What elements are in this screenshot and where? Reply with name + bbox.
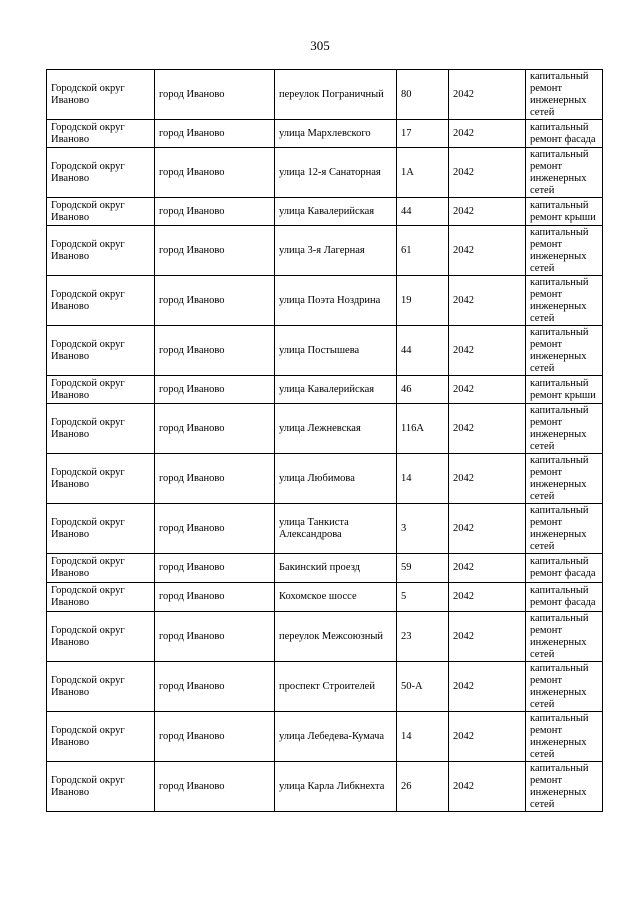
table-row (47, 554, 603, 583)
cell-work-type: капитальный ремонт инженерных сетей (526, 504, 603, 554)
cell-house-number: 26 (397, 762, 449, 812)
cell-work-type: капитальный ремонт фасада (526, 583, 603, 612)
cell-municipality: Городской округ Иваново (47, 583, 155, 612)
cell-municipality: Городской округ Иваново (47, 326, 155, 376)
cell-work-type: капитальный ремонт инженерных сетей (526, 762, 603, 812)
cell-year: 2042 (449, 226, 526, 276)
cell-year: 2042 (449, 662, 526, 712)
cell-settlement: город Иваново (155, 276, 275, 326)
cell-street: переулок Пограничный (275, 70, 397, 120)
cell-municipality: Городской округ Иваново (47, 662, 155, 712)
cell-street: улица Лежневская (275, 404, 397, 454)
cell-house-number: 44 (397, 326, 449, 376)
cell-work-type: капитальный ремонт инженерных сетей (526, 662, 603, 712)
table-row (47, 376, 603, 404)
table-row (47, 198, 603, 226)
cell-municipality: Городской округ Иваново (47, 226, 155, 276)
cell-year: 2042 (449, 612, 526, 662)
cell-work-type: капитальный ремонт инженерных сетей (526, 612, 603, 662)
cell-year: 2042 (449, 404, 526, 454)
table-row (47, 404, 603, 454)
cell-house-number: 23 (397, 612, 449, 662)
cell-house-number: 116А (397, 404, 449, 454)
cell-house-number: 61 (397, 226, 449, 276)
cell-work-type: капитальный ремонт фасада (526, 554, 603, 583)
cell-street: улица Любимова (275, 454, 397, 504)
registry-table (46, 69, 603, 812)
table-row (47, 762, 603, 812)
table-row (47, 583, 603, 612)
cell-work-type: капитальный ремонт крыши (526, 198, 603, 226)
cell-house-number: 46 (397, 376, 449, 404)
table-row (47, 712, 603, 762)
cell-work-type: капитальный ремонт инженерных сетей (526, 148, 603, 198)
table-body (47, 70, 603, 812)
cell-municipality: Городской округ Иваново (47, 454, 155, 504)
cell-street: улица Карла Либкнехта (275, 762, 397, 812)
table-row (47, 662, 603, 712)
cell-settlement: город Иваново (155, 120, 275, 148)
cell-settlement: город Иваново (155, 504, 275, 554)
cell-house-number: 14 (397, 712, 449, 762)
cell-settlement: город Иваново (155, 612, 275, 662)
cell-municipality: Городской округ Иваново (47, 376, 155, 404)
cell-year: 2042 (449, 120, 526, 148)
cell-street: улица Мархлевского (275, 120, 397, 148)
cell-year: 2042 (449, 70, 526, 120)
cell-year: 2042 (449, 326, 526, 376)
cell-house-number: 44 (397, 198, 449, 226)
cell-house-number: 59 (397, 554, 449, 583)
cell-year: 2042 (449, 148, 526, 198)
cell-work-type: капитальный ремонт инженерных сетей (526, 454, 603, 504)
cell-municipality: Городской округ Иваново (47, 148, 155, 198)
cell-year: 2042 (449, 454, 526, 504)
cell-year: 2042 (449, 762, 526, 812)
table-row (47, 276, 603, 326)
cell-house-number: 1А (397, 148, 449, 198)
cell-house-number: 14 (397, 454, 449, 504)
cell-street: улица Поэта Ноздрина (275, 276, 397, 326)
cell-municipality: Городской округ Иваново (47, 404, 155, 454)
cell-settlement: город Иваново (155, 712, 275, 762)
cell-settlement: город Иваново (155, 148, 275, 198)
cell-house-number: 19 (397, 276, 449, 326)
table-row (47, 326, 603, 376)
table-row (47, 612, 603, 662)
cell-work-type: капитальный ремонт инженерных сетей (526, 70, 603, 120)
cell-municipality: Городской округ Иваново (47, 120, 155, 148)
cell-street: улица Танкиста Александрова (275, 504, 397, 554)
cell-work-type: капитальный ремонт инженерных сетей (526, 276, 603, 326)
cell-work-type: капитальный ремонт крыши (526, 376, 603, 404)
cell-year: 2042 (449, 583, 526, 612)
cell-street: улица 3-я Лагерная (275, 226, 397, 276)
table-row (47, 454, 603, 504)
cell-work-type: капитальный ремонт инженерных сетей (526, 404, 603, 454)
cell-house-number: 3 (397, 504, 449, 554)
cell-street: улица 12-я Санаторная (275, 148, 397, 198)
cell-municipality: Городской округ Иваново (47, 554, 155, 583)
cell-year: 2042 (449, 198, 526, 226)
cell-settlement: город Иваново (155, 762, 275, 812)
cell-house-number: 5 (397, 583, 449, 612)
cell-settlement: город Иваново (155, 70, 275, 120)
cell-street: улица Кавалерийская (275, 376, 397, 404)
page-number: 305 (310, 38, 330, 53)
cell-street: улица Лебедева-Кумача (275, 712, 397, 762)
table-row (47, 226, 603, 276)
cell-settlement: город Иваново (155, 583, 275, 612)
cell-street: проспект Строителей (275, 662, 397, 712)
cell-settlement: город Иваново (155, 662, 275, 712)
cell-municipality: Городской округ Иваново (47, 198, 155, 226)
cell-settlement: город Иваново (155, 376, 275, 404)
table-row (47, 70, 603, 120)
cell-settlement: город Иваново (155, 198, 275, 226)
cell-street: Кохомское шоссе (275, 583, 397, 612)
table-row (47, 504, 603, 554)
cell-street: улица Постышева (275, 326, 397, 376)
cell-municipality: Городской округ Иваново (47, 70, 155, 120)
cell-work-type: капитальный ремонт инженерных сетей (526, 226, 603, 276)
table-row (47, 120, 603, 148)
cell-municipality: Городской округ Иваново (47, 612, 155, 662)
cell-settlement: город Иваново (155, 404, 275, 454)
cell-year: 2042 (449, 376, 526, 404)
cell-work-type: капитальный ремонт инженерных сетей (526, 326, 603, 376)
cell-settlement: город Иваново (155, 454, 275, 504)
table-row (47, 148, 603, 198)
cell-year: 2042 (449, 504, 526, 554)
cell-street: улица Кавалерийская (275, 198, 397, 226)
cell-house-number: 17 (397, 120, 449, 148)
cell-street: переулок Межсоюзный (275, 612, 397, 662)
cell-work-type: капитальный ремонт инженерных сетей (526, 712, 603, 762)
cell-settlement: город Иваново (155, 326, 275, 376)
cell-settlement: город Иваново (155, 554, 275, 583)
cell-year: 2042 (449, 712, 526, 762)
cell-house-number: 80 (397, 70, 449, 120)
cell-work-type: капитальный ремонт фасада (526, 120, 603, 148)
cell-street: Бакинский проезд (275, 554, 397, 583)
cell-year: 2042 (449, 554, 526, 583)
cell-municipality: Городской округ Иваново (47, 712, 155, 762)
cell-municipality: Городской округ Иваново (47, 276, 155, 326)
cell-municipality: Городской округ Иваново (47, 762, 155, 812)
cell-house-number: 50-А (397, 662, 449, 712)
cell-municipality: Городской округ Иваново (47, 504, 155, 554)
cell-settlement: город Иваново (155, 226, 275, 276)
cell-year: 2042 (449, 276, 526, 326)
